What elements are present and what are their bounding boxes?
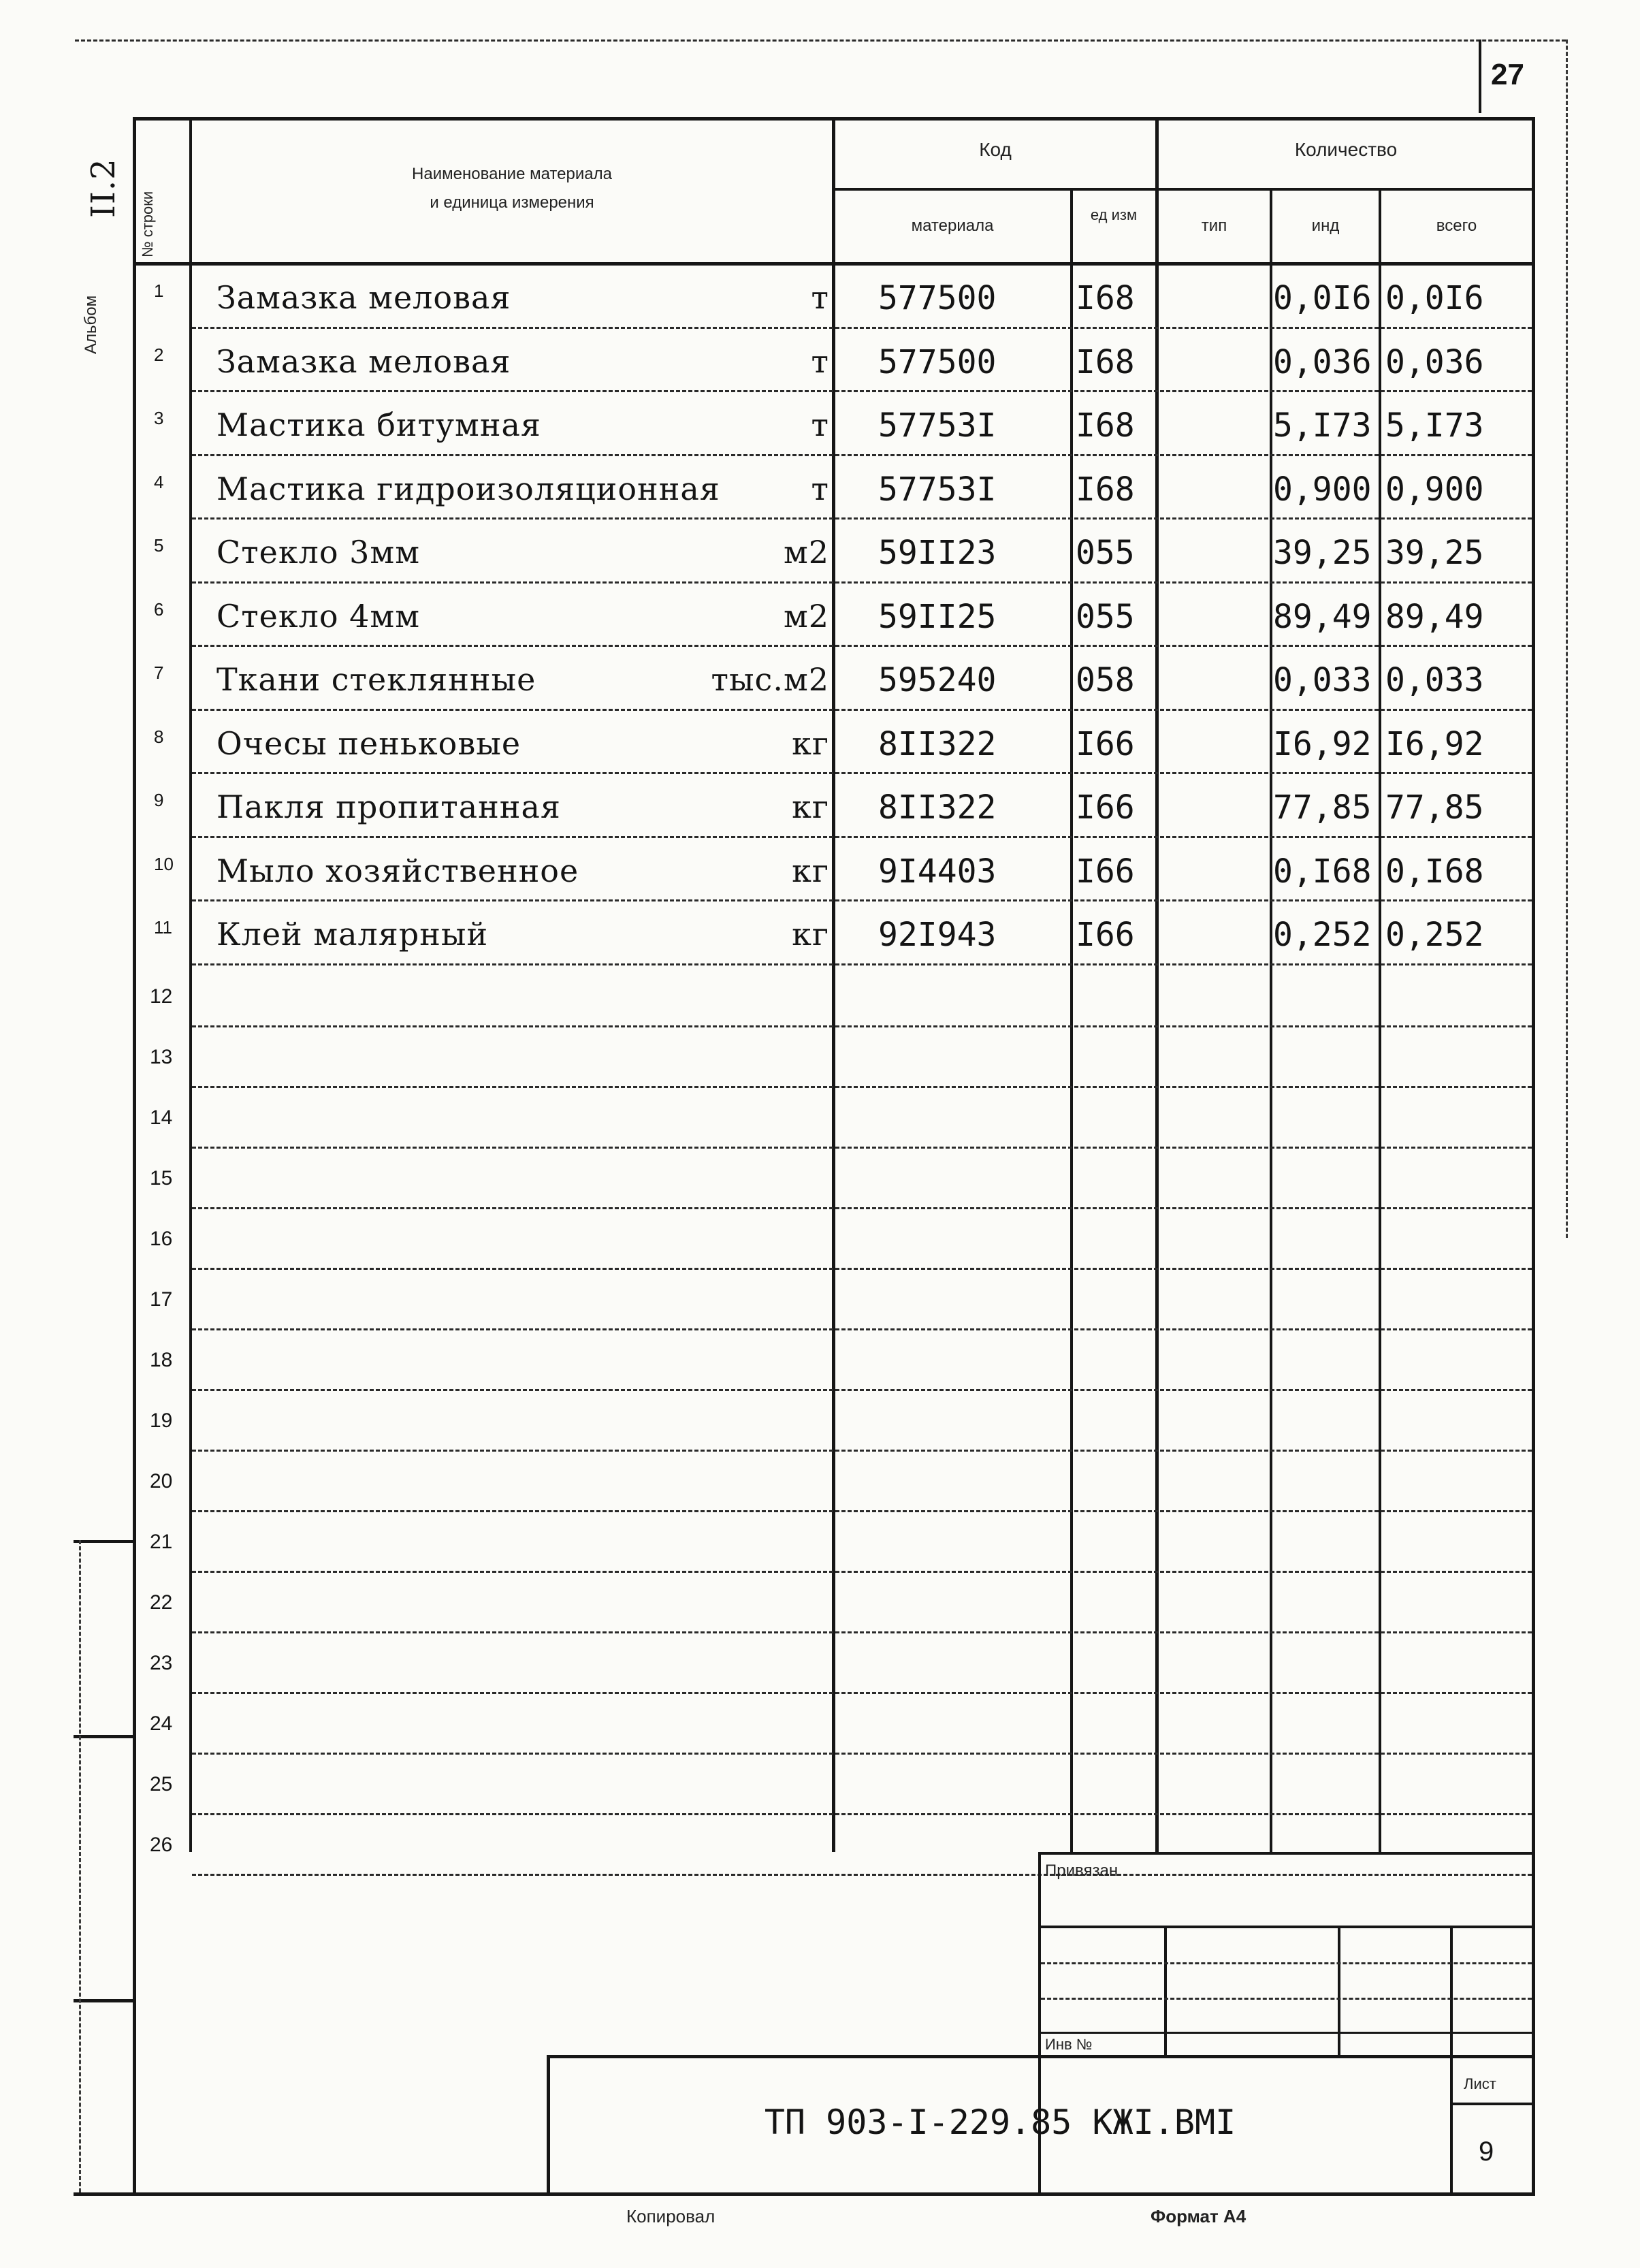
document-designation: ТП 903-I-229.85 КЖI.ВМI	[764, 2103, 1236, 2142]
row-number: 3	[154, 408, 164, 428]
row-divider	[192, 390, 1532, 392]
material-code: 9I4403	[878, 852, 997, 891]
material-unit: кг	[792, 916, 829, 953]
unit-code: 055	[1076, 597, 1135, 636]
material-name: Стекло 4мм	[216, 597, 420, 635]
unit-code: I68	[1076, 470, 1135, 509]
header-bottom-line	[133, 262, 1535, 266]
qty-total: 5,I73	[1385, 406, 1484, 445]
material-name: Замазка меловая	[216, 342, 511, 380]
row-divider	[192, 1631, 1532, 1633]
qty-total: 89,49	[1385, 597, 1484, 636]
col-type-sep	[1270, 189, 1272, 1852]
row-number: 21	[150, 1530, 173, 1553]
unit-code: I66	[1076, 916, 1135, 954]
material-name: Пакля пропитанная	[216, 788, 561, 825]
page-number-box-left	[1479, 39, 1481, 113]
row-number: 12	[150, 985, 173, 1008]
material-unit: тыс.м2	[711, 661, 829, 698]
qty-ind: 39,25	[1273, 534, 1372, 572]
binding-strip-line	[79, 1540, 81, 2192]
row-number: 10	[154, 853, 174, 874]
material-code: 57753I	[878, 406, 997, 445]
row-divider	[192, 836, 1532, 838]
row-number: 26	[150, 1833, 173, 1856]
material-name: Замазка меловая	[216, 279, 511, 316]
row-number: 22	[150, 1591, 173, 1614]
row-divider	[192, 1510, 1532, 1512]
material-name: Клей малярный	[216, 916, 489, 953]
material-unit: т	[811, 470, 829, 507]
col-rowno-sep	[189, 117, 192, 1852]
sheet-label: Лист	[1464, 2075, 1496, 2092]
stamp-col-1	[1164, 1926, 1167, 2055]
row-divider	[192, 454, 1532, 456]
row-number: 8	[154, 726, 164, 747]
material-code: 92I943	[878, 916, 997, 954]
row-number: 6	[154, 598, 164, 620]
row-number: 5	[154, 535, 164, 556]
material-unit: т	[811, 406, 829, 443]
row-divider	[192, 772, 1532, 774]
unit-code: 058	[1076, 661, 1135, 699]
stamp-row-line-1	[1041, 1962, 1532, 1964]
unit-code: I66	[1076, 788, 1135, 827]
material-code: 577500	[878, 279, 997, 317]
row-number: 25	[150, 1772, 173, 1795]
row-number: 16	[150, 1227, 173, 1250]
header-quantity: Количество	[1294, 139, 1398, 160]
row-divider	[192, 1328, 1532, 1330]
qty-total: 0,252	[1385, 916, 1484, 954]
row-divider	[192, 1874, 1532, 1876]
material-name: Ткани стеклянные	[216, 661, 536, 698]
header-qty-total: всего	[1436, 217, 1477, 235]
material-code: 8II322	[878, 724, 997, 763]
row-divider	[192, 517, 1532, 520]
header-name-line1: Наименование материала	[412, 165, 612, 183]
header-row-no: № строки	[139, 191, 156, 257]
row-divider	[192, 899, 1532, 901]
qty-total: 0,036	[1385, 342, 1484, 381]
sheet-box-line	[1450, 2103, 1534, 2105]
stamp-col-3	[1450, 1926, 1453, 2192]
header-code-material: материала	[911, 217, 994, 235]
material-code: 577500	[878, 342, 997, 381]
row-number: 23	[150, 1651, 173, 1674]
row-divider	[192, 1268, 1532, 1270]
designation-top	[547, 2055, 1535, 2058]
material-unit: т	[811, 279, 829, 316]
material-unit: т	[811, 342, 829, 380]
row-divider	[192, 1389, 1532, 1391]
page-number: 27	[1491, 58, 1524, 91]
stamp-inv-no: Инв №	[1045, 2036, 1093, 2053]
footer-copied: Копировал	[626, 2206, 716, 2226]
row-divider	[192, 1753, 1532, 1755]
binding-mark-1	[74, 1540, 135, 1543]
frame-right	[1532, 117, 1535, 2195]
row-number: 14	[150, 1106, 173, 1129]
stamp-privyazan-bottom	[1038, 1926, 1535, 1928]
material-code: 57753I	[878, 470, 997, 509]
frame-left	[133, 117, 136, 2195]
qty-ind: 77,85	[1273, 788, 1372, 827]
header-code-unit: ед изм	[1090, 206, 1138, 223]
material-code: 59II25	[878, 597, 997, 636]
unit-code: I66	[1076, 852, 1135, 891]
qty-ind: 0,252	[1273, 916, 1372, 954]
material-unit: м2	[783, 534, 829, 571]
stamp-col-2	[1338, 1926, 1340, 2055]
material-unit: кг	[792, 724, 829, 762]
header-qty-ind: инд	[1311, 217, 1340, 235]
row-number: 11	[154, 917, 172, 938]
stamp-row-line-3	[1041, 2032, 1532, 2034]
stamp-privyazan: Привязан	[1045, 1862, 1119, 1880]
qty-total: 0,900	[1385, 470, 1484, 509]
binding-mark-3	[74, 1999, 135, 2002]
header-qty-type: тип	[1201, 217, 1227, 235]
row-number: 18	[150, 1348, 173, 1371]
qty-ind: I6,92	[1273, 724, 1372, 763]
qty-ind: 0,I68	[1273, 852, 1372, 891]
qty-total: 0,I68	[1385, 852, 1484, 891]
unit-code: I68	[1076, 342, 1135, 381]
binding-mark-2	[74, 1735, 135, 1738]
row-number: 17	[150, 1288, 173, 1311]
row-divider	[192, 645, 1532, 647]
material-name: Очесы пеньковые	[216, 724, 521, 762]
material-unit: кг	[792, 788, 829, 825]
material-code: 8II322	[878, 788, 997, 827]
header-sub-line	[832, 188, 1533, 191]
row-divider	[192, 1692, 1532, 1694]
row-number: 20	[150, 1469, 173, 1492]
row-divider	[192, 1813, 1532, 1815]
row-number: 15	[150, 1166, 173, 1189]
row-divider	[192, 1025, 1532, 1027]
row-number: 2	[154, 344, 164, 365]
qty-ind: 0,033	[1273, 661, 1372, 699]
col-name-sep	[832, 117, 835, 1852]
stamp-top	[1038, 1852, 1535, 1855]
stamp-row-line-2	[1041, 1998, 1532, 2000]
sheet-number: 9	[1479, 2137, 1494, 2167]
qty-ind: 0,900	[1273, 470, 1372, 509]
qty-ind: 5,I73	[1273, 406, 1372, 445]
unit-code: I68	[1076, 279, 1135, 317]
row-divider	[192, 963, 1532, 965]
row-divider	[192, 1086, 1532, 1088]
qty-total: 39,25	[1385, 534, 1484, 572]
unit-code: I68	[1076, 406, 1135, 445]
row-divider	[192, 1147, 1532, 1149]
album-number: II.2	[84, 158, 123, 218]
row-divider	[192, 709, 1532, 711]
col-unit-sep	[1155, 117, 1159, 1852]
unit-code: I66	[1076, 724, 1135, 763]
row-number: 13	[150, 1045, 173, 1068]
row-number: 4	[154, 471, 164, 492]
row-divider	[192, 581, 1532, 584]
top-border-line	[75, 39, 1566, 42]
material-unit: м2	[783, 597, 829, 635]
row-divider	[192, 327, 1532, 329]
material-code: 59II23	[878, 534, 997, 572]
unit-code: 055	[1076, 534, 1135, 572]
row-divider	[192, 1450, 1532, 1452]
qty-ind: 0,036	[1273, 342, 1372, 381]
binding-mark-4	[74, 2192, 135, 2196]
row-number: 24	[150, 1712, 173, 1735]
qty-total: 0,0I6	[1385, 279, 1484, 317]
material-name: Стекло 3мм	[216, 534, 420, 571]
album-label: Альбом	[82, 295, 100, 354]
header-code: Код	[979, 139, 1012, 160]
row-number: 1	[154, 281, 164, 301]
header-name-line2: и единица измерения	[430, 193, 594, 212]
qty-ind: 89,49	[1273, 597, 1372, 636]
right-edge-dash	[1566, 39, 1568, 1238]
row-divider	[192, 1571, 1532, 1573]
qty-total: 0,033	[1385, 661, 1484, 699]
material-unit: кг	[792, 852, 829, 889]
material-code: 595240	[878, 661, 997, 699]
row-number: 9	[154, 790, 164, 810]
row-number: 19	[150, 1409, 173, 1432]
qty-total: I6,92	[1385, 724, 1484, 763]
row-number: 7	[154, 662, 164, 683]
material-name: Мастика битумная	[216, 406, 541, 443]
frame-bottom	[133, 2192, 1535, 2196]
qty-total: 77,85	[1385, 788, 1484, 827]
qty-ind: 0,0I6	[1273, 279, 1372, 317]
material-name: Мастика гидроизоляционная	[216, 470, 720, 507]
col-code-sep	[1070, 189, 1073, 1852]
row-divider	[192, 1207, 1532, 1209]
material-name: Мыло хозяйственное	[216, 852, 579, 889]
footer-format: Формат А4	[1151, 2206, 1247, 2226]
